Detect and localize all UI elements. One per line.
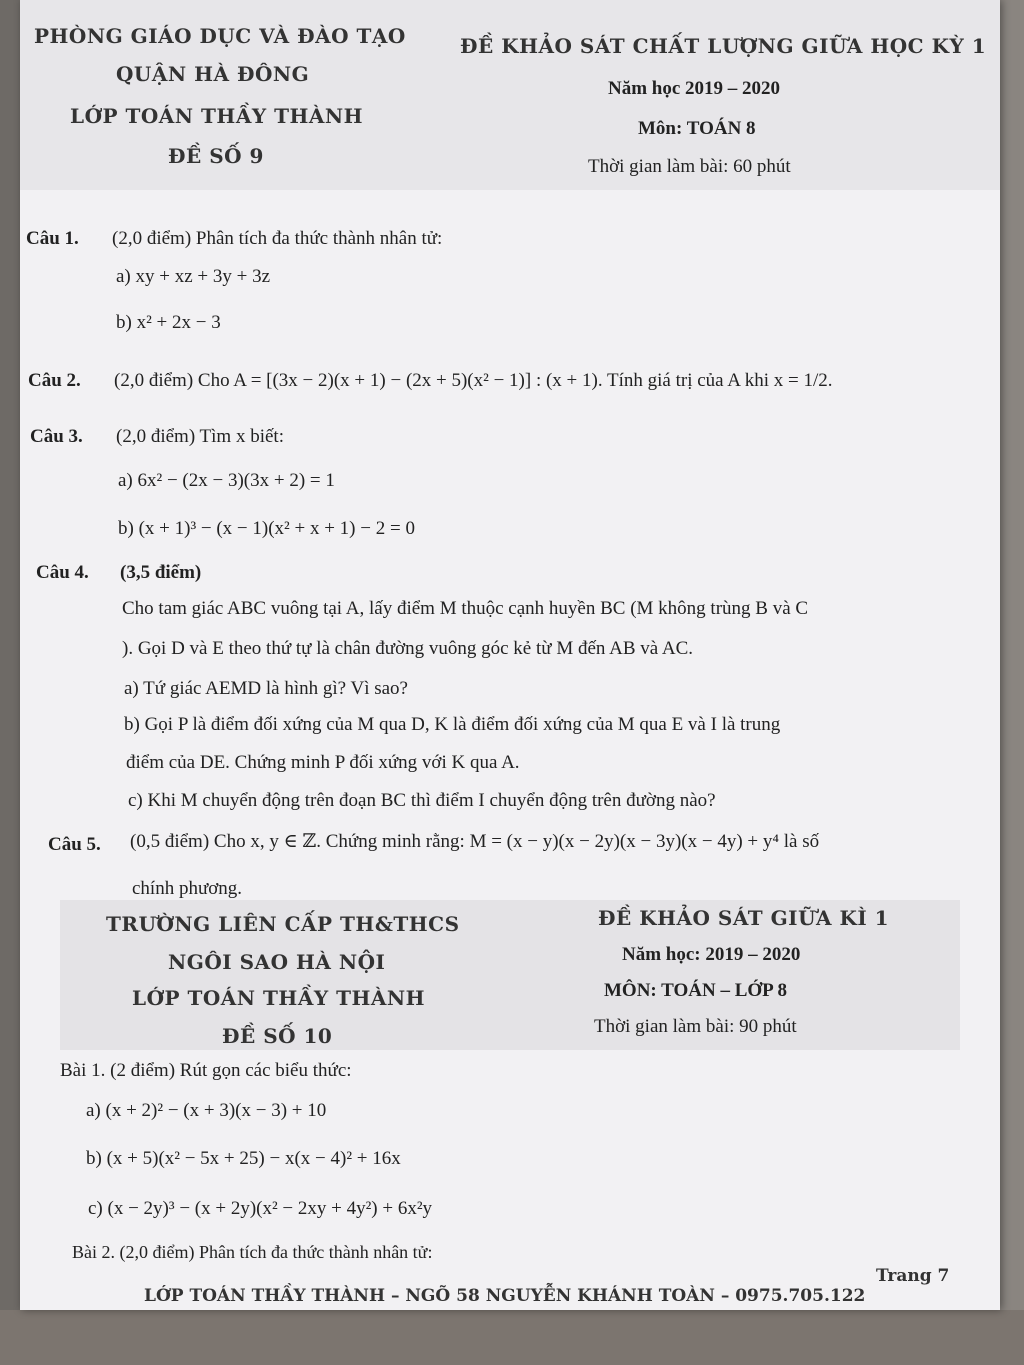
header1-left-3: ĐỀ SỐ 9: [168, 144, 264, 168]
footer-text: LỚP TOÁN THẦY THÀNH – NGÕ 58 NGUYỄN KHÁNH TOÀN – 0975.705.122: [144, 1286, 866, 1306]
q3-a: a) 6x² − (2x − 3)(3x + 2) = 1: [118, 470, 335, 491]
q4-b1: b) Gọi P là điểm đối xứng của M qua D, K là điểm đối xứng của M qua E và I là trung: [124, 714, 781, 735]
header1-right-title: ĐỀ KHẢO SÁT CHẤT LƯỢNG GIỮA HỌC KỲ 1: [460, 34, 987, 58]
q4-c: c) Khi M chuyển động trên đoạn BC thì điểm I chuyển động trên đường nào?: [128, 790, 716, 811]
q4-label: Câu 4.: [36, 562, 89, 583]
q5-line1: (0,5 điểm) Cho x, y ∈ ℤ. Chứng minh rằng: M = (x − y)(x − 2y)(x − 3y)(x − 4y) + y⁴ là số: [130, 831, 820, 852]
q5-line2: chính phương.: [132, 878, 243, 899]
header2-left-0: TRƯỜNG LIÊN CẤP TH&THCS: [106, 912, 460, 936]
header1-left-0: PHÒNG GIÁO DỤC VÀ ĐÀO TẠO: [34, 24, 406, 48]
b1-text: Bài 1. (2 điểm) Rút gọn các biểu thức:: [60, 1060, 352, 1081]
header1-right-0: Năm học 2019 – 2020: [608, 78, 781, 99]
header2-left-2: LỚP TOÁN THẦY THÀNH: [132, 986, 426, 1010]
q5-label: Câu 5.: [48, 834, 101, 855]
b1-b: b) (x + 5)(x² − 5x + 25) − x(x − 4)² + 16x: [86, 1148, 401, 1169]
q4-line1: Cho tam giác ABC vuông tại A, lấy điểm M thuộc cạnh huyền BC (M không trùng B và C: [122, 598, 809, 619]
q3-text: (2,0 điểm) Tìm x biết:: [116, 426, 284, 447]
q2-text: (2,0 điểm) Cho A = [(3x − 2)(x + 1) − (2x + 5)(x² − 1)] : (x + 1). Tính giá trị của A khi x = 1/2.: [114, 370, 833, 391]
table-surface: [0, 1310, 1024, 1365]
exam-page: [20, 0, 1000, 1310]
q1-b: b) x² + 2x − 3: [116, 312, 221, 333]
header1-right-1: Môn: TOÁN 8: [638, 118, 756, 139]
q2-label: Câu 2.: [28, 370, 81, 391]
q4-a: a) Tứ giác AEMD là hình gì? Vì sao?: [124, 678, 408, 699]
header2-right-1: Năm học: 2019 – 2020: [622, 944, 801, 965]
book-edge: [0, 0, 20, 1365]
b1-c: c) (x − 2y)³ − (x + 2y)(x² − 2xy + 4y²) + 6x²y: [88, 1198, 433, 1219]
header2-right-0: ĐỀ KHẢO SÁT GIỮA KÌ 1: [598, 906, 890, 930]
q1-text: (2,0 điểm) Phân tích đa thức thành nhân tử:: [112, 228, 443, 249]
q3-b: b) (x + 1)³ − (x − 1)(x² + x + 1) − 2 = 0: [118, 518, 415, 539]
header2-right-2: MÔN: TOÁN – LỚP 8: [604, 980, 787, 1001]
q4-line2: ). Gọi D và E theo thứ tự là chân đường vuông góc kẻ từ M đến AB và AC.: [122, 638, 694, 659]
q1-label: Câu 1.: [26, 228, 79, 249]
header2-left-3: ĐỀ SỐ 10: [222, 1024, 333, 1048]
q4-points: (3,5 điểm): [120, 562, 202, 583]
q1-a: a) xy + xz + 3y + 3z: [116, 266, 271, 287]
b1-a: a) (x + 2)² − (x + 3)(x − 3) + 10: [86, 1100, 327, 1121]
header2-right-3: Thời gian làm bài: 90 phút: [594, 1016, 797, 1037]
b2-text: Bài 2. (2,0 điểm) Phân tích đa thức thành nhân tử:: [72, 1242, 433, 1262]
header1-right-2: Thời gian làm bài: 60 phút: [588, 156, 791, 177]
q4-b2: điểm của DE. Chứng minh P đối xứng với K qua A.: [126, 752, 520, 773]
header1-left-1: QUẬN HÀ ĐÔNG: [116, 62, 310, 86]
q3-label: Câu 3.: [30, 426, 83, 447]
header2-left-1: NGÔI SAO HÀ NỘI: [168, 950, 386, 974]
header1-left-2: LỚP TOÁN THẦY THÀNH: [70, 104, 364, 128]
page-number: Trang 7: [876, 1266, 950, 1286]
